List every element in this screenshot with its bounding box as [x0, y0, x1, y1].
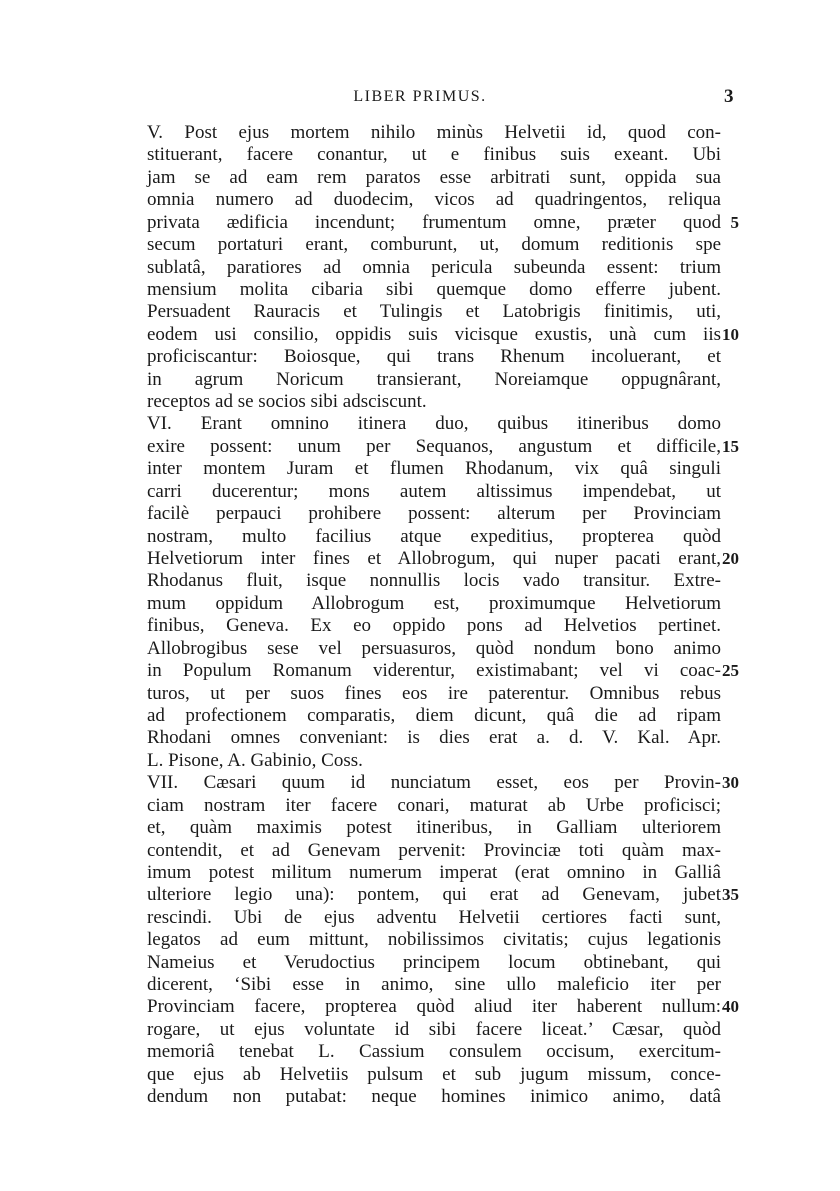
text-line [147, 570, 737, 592]
line-text: exire possent: unum per Sequanos, angustum et difficile, [147, 435, 721, 457]
text-line [147, 481, 737, 503]
line-text: dicerent, ‘Sibi esse in animo, sine ullo maleficio iter per [147, 974, 721, 996]
line-text: privata ædificia incendunt; frumentum omne, præter quod [147, 211, 721, 233]
page-number: 3 [724, 86, 734, 107]
line-number: 20 [722, 549, 739, 569]
text-line [147, 727, 737, 749]
line-text: omnia numero ad duodecim, vicos ad quadringentos, reliqua [147, 189, 721, 211]
line-text: Nameius et Verudoctius principem locum obtinebant, qui [147, 951, 721, 973]
text-line [147, 122, 737, 144]
text-line [147, 212, 737, 234]
line-text: V. Post ejus mortem nihilo minùs Helvetii id, quod con- [147, 122, 721, 143]
text-line [147, 840, 737, 862]
text-line [147, 436, 737, 458]
line-text: in agrum Noricum transierant, Noreiamque oppugnârant, [147, 368, 721, 390]
line-text: dendum non putabat: neque homines inimico animo, datâ [147, 1086, 721, 1108]
line-text: receptos ad se socios sibi adsciscunt. [147, 391, 427, 413]
text-line [147, 458, 737, 480]
text-line [147, 996, 737, 1018]
running-title: LIBER PRIMUS. [353, 88, 487, 105]
line-text: carri ducerentur; mons autem altissimus impendebat, ut [147, 480, 721, 502]
text-line [147, 929, 737, 951]
line-number: 30 [722, 773, 739, 793]
text-line [147, 615, 737, 637]
text-line [147, 346, 737, 368]
line-text: mum oppidum Allobrogum est, proximumque Helvetiorum [147, 592, 721, 614]
text-line [147, 503, 737, 525]
line-text: turos, ut per suos fines eos ire paterentur. Omnibus rebus [147, 682, 721, 704]
body-text [147, 122, 737, 1109]
line-text: ulteriore legio una): pontem, qui erat ad Genevam, jubet [147, 884, 721, 906]
line-text: mensium molita cibaria sibi quemque domo efferre jubent. [147, 278, 721, 300]
text-line [147, 705, 737, 727]
line-text: memoriâ tenebat L. Cassium consulem occisum, exercitum- [147, 1041, 721, 1063]
line-text: rogare, ut ejus voluntate id sibi facere liceat.’ Cæsar, quòd [147, 1018, 721, 1040]
line-text: que ejus ab Helvetiis pulsum et sub jugum missum, conce- [147, 1063, 721, 1085]
line-text: Provinciam facere, propterea quòd aliud iter haberent nullum: [147, 996, 721, 1018]
text-line [147, 795, 737, 817]
line-text: eodem usi consilio, oppidis suis vicisque exustis, unà cum iis [147, 323, 721, 345]
text-line [147, 772, 737, 794]
text-line [147, 1064, 737, 1086]
text-line [147, 144, 737, 166]
line-text: et, quàm maximis potest itineribus, in Galliam ulteriorem [147, 817, 721, 839]
text-line [147, 683, 737, 705]
line-text: finibus, Geneva. Ex eo oppido pons ad Helvetios pertinet. [147, 615, 721, 637]
line-text: imum potest militum numerum imperat (erat omnino in Galliâ [147, 861, 721, 883]
line-text: L. Pisone, A. Gabinio, Coss. [147, 749, 363, 771]
line-number: 35 [722, 885, 739, 905]
text-line [147, 817, 737, 839]
text-line [147, 862, 737, 884]
line-text: legatos ad eum mittunt, nobilissimos civitatis; cujus legationis [147, 929, 721, 951]
text-line [147, 1086, 737, 1108]
line-text: ad profectionem comparatis, diem dicunt, quâ die ad ripam [147, 704, 721, 726]
text-line [147, 884, 737, 906]
text-line [147, 952, 737, 974]
line-number: 25 [722, 661, 739, 681]
line-text: proficiscantur: Boiosque, qui trans Rhenum incoluerant, et [147, 346, 721, 368]
text-line [147, 369, 737, 391]
line-text: rescindi. Ubi de ejus adventu Helvetii certiores facti sunt, [147, 906, 721, 928]
text-line [147, 1019, 737, 1041]
line-text: stituerant, facere conantur, ut e finibus suis exeant. Ubi [147, 144, 721, 166]
line-text: facilè perpauci prohibere possent: alterum per Provinciam [147, 503, 721, 525]
line-text: Rhodanus fluit, isque nonnullis locis vado transitur. Extre- [147, 570, 721, 592]
text-line [147, 257, 737, 279]
text-line [147, 324, 737, 346]
line-number: 10 [722, 324, 739, 344]
text-line [147, 189, 737, 211]
line-text: secum portaturi erant, comburunt, ut, domum reditionis spe [147, 234, 721, 256]
line-text: in Populum Romanum viderentur, existimabant; vel vi coac- [147, 660, 721, 682]
text-line [147, 279, 737, 301]
line-text: Allobrogibus sese vel persuasuros, quòd nondum bono animo [147, 637, 721, 659]
line-text: VI. Erant omnino itinera duo, quibus itineribus domo [147, 413, 721, 435]
line-text: nostram, multo facilius atque expeditius, propterea quòd [147, 525, 721, 547]
text-line [147, 638, 737, 660]
text-line [147, 526, 737, 548]
text-line [147, 907, 737, 929]
text-line [147, 301, 737, 323]
line-number: 15 [722, 436, 739, 456]
text-line [147, 391, 737, 413]
line-text: sublatâ, paratiores ad omnia pericula subeunda essent: trium [147, 256, 721, 278]
text-line [147, 548, 737, 570]
line-number: 40 [722, 997, 739, 1017]
line-text: Helvetiorum inter fines et Allobrogum, qui nuper pacati erant, [147, 548, 721, 570]
text-line [147, 167, 737, 189]
text-line [147, 974, 737, 996]
text-line [147, 750, 737, 772]
line-text: ciam nostram iter facere conari, maturat ab Urbe proficisci; [147, 794, 721, 816]
line-text: inter montem Juram et flumen Rhodanum, vix quâ singuli [147, 458, 721, 480]
page-header [0, 84, 840, 110]
text-line [147, 660, 737, 682]
line-text: Persuadent Rauracis et Tulingis et Latobrigis finitimis, uti, [147, 301, 721, 323]
text-line [147, 234, 737, 256]
text-line [147, 413, 737, 435]
line-number: 5 [730, 212, 739, 232]
line-text: contendit, et ad Genevam pervenit: Provinciæ toti quàm max- [147, 839, 721, 861]
text-line [147, 1041, 737, 1063]
line-text: VII. Cæsari quum id nunciatum esset, eos per Provin- [147, 772, 721, 794]
line-text: Rhodani omnes conveniant: is dies erat a. d. V. Kal. Apr. [147, 727, 721, 749]
line-text: jam se ad eam rem paratos esse arbitrati sunt, oppida sua [147, 166, 721, 188]
text-line [147, 593, 737, 615]
